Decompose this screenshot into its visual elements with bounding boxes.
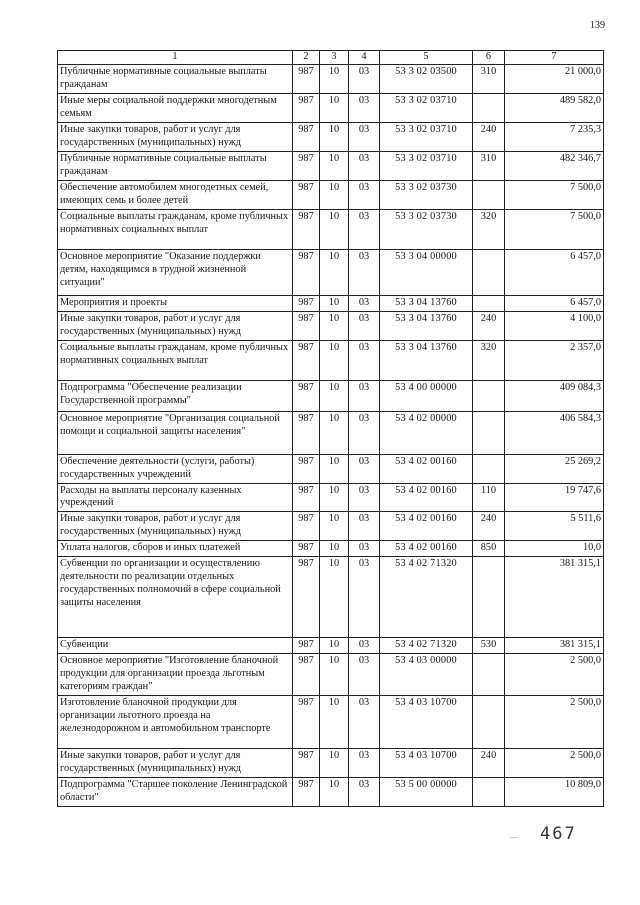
row-subsection: 03 [349, 778, 380, 807]
row-target-code: 53 3 04 13760 [380, 295, 473, 311]
row-amount: 6 457,0 [505, 295, 604, 311]
table-row [58, 295, 604, 311]
row-admin-code: 987 [293, 411, 320, 454]
budget-table [57, 50, 604, 807]
row-admin-code: 987 [293, 122, 320, 151]
row-amount: 381 315,1 [505, 638, 604, 654]
row-expense-type [473, 249, 505, 295]
header-cell: 5 [380, 51, 473, 65]
table-row [58, 311, 604, 340]
row-admin-code: 987 [293, 64, 320, 93]
header-cell: 2 [293, 51, 320, 65]
row-section: 10 [320, 311, 349, 340]
row-section: 10 [320, 749, 349, 778]
row-target-code: 53 4 02 71320 [380, 638, 473, 654]
row-section: 10 [320, 295, 349, 311]
stamp-dash: ― [510, 832, 518, 841]
row-section: 10 [320, 340, 349, 380]
row-section: 10 [320, 249, 349, 295]
row-subsection: 03 [349, 249, 380, 295]
row-subsection: 03 [349, 749, 380, 778]
row-name: Основное мероприятие "Изготовление бланочной продукции для организации проезда льготным категориям граждан" [58, 654, 293, 696]
row-expense-type [473, 454, 505, 483]
row-name: Иные закупки товаров, работ и услуг для государственных (муниципальных) нужд [58, 749, 293, 778]
row-subsection: 03 [349, 340, 380, 380]
row-admin-code: 987 [293, 557, 320, 638]
row-amount: 2 500,0 [505, 749, 604, 778]
row-expense-type: 530 [473, 638, 505, 654]
row-admin-code: 987 [293, 295, 320, 311]
row-amount: 482 346,7 [505, 151, 604, 180]
row-subsection: 03 [349, 311, 380, 340]
row-target-code: 53 5 00 00000 [380, 778, 473, 807]
row-section: 10 [320, 411, 349, 454]
row-subsection: 03 [349, 380, 380, 411]
table-row [58, 696, 604, 749]
row-admin-code: 987 [293, 638, 320, 654]
row-subsection: 03 [349, 209, 380, 249]
row-expense-type [473, 696, 505, 749]
row-admin-code: 987 [293, 180, 320, 209]
table-row [58, 778, 604, 807]
row-subsection: 03 [349, 454, 380, 483]
row-name: Социальные выплаты гражданам, кроме публичных нормативных социальных выплат [58, 340, 293, 380]
row-admin-code: 987 [293, 749, 320, 778]
row-name: Обеспечение деятельности (услуги, работы) государственных учреждений [58, 454, 293, 483]
row-expense-type [473, 411, 505, 454]
row-admin-code: 987 [293, 454, 320, 483]
row-admin-code: 987 [293, 512, 320, 541]
table-row [58, 638, 604, 654]
table-row [58, 454, 604, 483]
row-amount: 381 315,1 [505, 557, 604, 638]
row-name: Расходы на выплаты персоналу казенных учреждений [58, 483, 293, 512]
row-target-code: 53 3 04 00000 [380, 249, 473, 295]
row-expense-type [473, 380, 505, 411]
table-row [58, 483, 604, 512]
row-expense-type: 110 [473, 483, 505, 512]
row-admin-code: 987 [293, 209, 320, 249]
row-target-code: 53 4 02 00000 [380, 411, 473, 454]
row-amount: 7 500,0 [505, 180, 604, 209]
row-target-code: 53 3 02 03710 [380, 151, 473, 180]
row-amount: 7 235,3 [505, 122, 604, 151]
row-section: 10 [320, 638, 349, 654]
row-section: 10 [320, 151, 349, 180]
row-target-code: 53 4 02 00160 [380, 541, 473, 557]
row-admin-code: 987 [293, 151, 320, 180]
row-target-code: 53 4 02 00160 [380, 483, 473, 512]
row-expense-type: 310 [473, 151, 505, 180]
table-row [58, 512, 604, 541]
row-expense-type: 850 [473, 541, 505, 557]
row-section: 10 [320, 380, 349, 411]
row-expense-type: 240 [473, 749, 505, 778]
row-name: Обеспечение автомобилем многодетных семей, имеющих семь и более детей [58, 180, 293, 209]
row-name: Публичные нормативные социальные выплаты гражданам [58, 151, 293, 180]
row-admin-code: 987 [293, 778, 320, 807]
row-subsection: 03 [349, 411, 380, 454]
row-section: 10 [320, 557, 349, 638]
row-amount: 6 457,0 [505, 249, 604, 295]
row-name: Мероприятия и проекты [58, 295, 293, 311]
row-target-code: 53 3 02 03710 [380, 93, 473, 122]
row-target-code: 53 3 02 03730 [380, 209, 473, 249]
table-row [58, 411, 604, 454]
row-expense-type [473, 654, 505, 696]
row-amount: 21 000,0 [505, 64, 604, 93]
table-row [58, 151, 604, 180]
row-expense-type: 310 [473, 64, 505, 93]
row-expense-type: 240 [473, 512, 505, 541]
row-section: 10 [320, 209, 349, 249]
row-subsection: 03 [349, 64, 380, 93]
row-name: Основное мероприятие "Оказание поддержки детям, находящимся в трудной жизненной ситуации" [58, 249, 293, 295]
row-target-code: 53 4 02 00160 [380, 454, 473, 483]
row-expense-type [473, 180, 505, 209]
header-cell: 4 [349, 51, 380, 65]
row-expense-type: 240 [473, 311, 505, 340]
table-row [58, 541, 604, 557]
row-subsection: 03 [349, 151, 380, 180]
row-subsection: 03 [349, 638, 380, 654]
row-section: 10 [320, 696, 349, 749]
row-name: Уплата налогов, сборов и иных платежей [58, 541, 293, 557]
row-name: Субвенции [58, 638, 293, 654]
row-name: Субвенции по организации и осуществлению деятельности по реализации отдельных государственных полномочий в сфере социальной защиты населения [58, 557, 293, 638]
row-amount: 409 084,3 [505, 380, 604, 411]
row-amount: 406 584,3 [505, 411, 604, 454]
table-row [58, 249, 604, 295]
row-target-code: 53 4 03 10700 [380, 696, 473, 749]
page-number: 139 [590, 20, 605, 31]
row-amount: 2 500,0 [505, 696, 604, 749]
row-admin-code: 987 [293, 483, 320, 512]
row-subsection: 03 [349, 557, 380, 638]
row-name: Изготовление бланочной продукции для организации льготного проезда на железнодорожном и автомобильном транспорте [58, 696, 293, 749]
row-admin-code: 987 [293, 311, 320, 340]
row-amount: 2 357,0 [505, 340, 604, 380]
row-admin-code: 987 [293, 380, 320, 411]
row-admin-code: 987 [293, 696, 320, 749]
row-amount: 489 582,0 [505, 93, 604, 122]
table-row [58, 64, 604, 93]
row-section: 10 [320, 778, 349, 807]
table-row [58, 93, 604, 122]
row-section: 10 [320, 654, 349, 696]
row-target-code: 53 3 04 13760 [380, 311, 473, 340]
row-amount: 10,0 [505, 541, 604, 557]
row-section: 10 [320, 180, 349, 209]
row-target-code: 53 3 02 03710 [380, 122, 473, 151]
row-admin-code: 987 [293, 249, 320, 295]
table-row [58, 340, 604, 380]
row-section: 10 [320, 512, 349, 541]
row-section: 10 [320, 122, 349, 151]
row-amount: 25 269,2 [505, 454, 604, 483]
row-expense-type [473, 93, 505, 122]
row-amount: 7 500,0 [505, 209, 604, 249]
table-row [58, 180, 604, 209]
row-name: Иные закупки товаров, работ и услуг для государственных (муниципальных) нужд [58, 512, 293, 541]
row-admin-code: 987 [293, 541, 320, 557]
row-subsection: 03 [349, 541, 380, 557]
row-subsection: 03 [349, 180, 380, 209]
row-target-code: 53 4 00 00000 [380, 380, 473, 411]
table-row [58, 122, 604, 151]
table-row [58, 749, 604, 778]
row-name: Иные закупки товаров, работ и услуг для государственных (муниципальных) нужд [58, 122, 293, 151]
row-target-code: 53 4 03 00000 [380, 654, 473, 696]
row-expense-type [473, 778, 505, 807]
table-row [58, 380, 604, 411]
row-subsection: 03 [349, 295, 380, 311]
header-cell: 1 [58, 51, 293, 65]
row-name: Социальные выплаты гражданам, кроме публичных нормативных социальных выплат [58, 209, 293, 249]
table-row [58, 557, 604, 638]
table-row [58, 654, 604, 696]
row-name: Иные закупки товаров, работ и услуг для государственных (муниципальных) нужд [58, 311, 293, 340]
row-subsection: 03 [349, 122, 380, 151]
row-target-code: 53 4 02 71320 [380, 557, 473, 638]
row-amount: 10 809,0 [505, 778, 604, 807]
row-amount: 2 500,0 [505, 654, 604, 696]
row-name: Подпрограмма "Обеспечение реализации Государственной программы" [58, 380, 293, 411]
row-expense-type: 320 [473, 209, 505, 249]
handwritten-stamp-number: 467 [540, 824, 577, 844]
row-expense-type: 320 [473, 340, 505, 380]
row-target-code: 53 4 02 00160 [380, 512, 473, 541]
row-target-code: 53 4 03 10700 [380, 749, 473, 778]
row-admin-code: 987 [293, 340, 320, 380]
row-name: Подпрограмма "Старшее поколение Ленинградской области" [58, 778, 293, 807]
row-section: 10 [320, 64, 349, 93]
header-cell: 6 [473, 51, 505, 65]
row-subsection: 03 [349, 483, 380, 512]
row-section: 10 [320, 454, 349, 483]
row-target-code: 53 3 04 13760 [380, 340, 473, 380]
row-name: Основное мероприятие "Организация социальной помощи и социальной защиты населения" [58, 411, 293, 454]
row-amount: 5 511,6 [505, 512, 604, 541]
row-admin-code: 987 [293, 93, 320, 122]
row-expense-type: 240 [473, 122, 505, 151]
row-section: 10 [320, 541, 349, 557]
row-subsection: 03 [349, 696, 380, 749]
row-subsection: 03 [349, 512, 380, 541]
row-name: Публичные нормативные социальные выплаты гражданам [58, 64, 293, 93]
row-target-code: 53 3 02 03500 [380, 64, 473, 93]
header-row [58, 51, 604, 65]
row-section: 10 [320, 93, 349, 122]
row-expense-type [473, 557, 505, 638]
row-amount: 4 100,0 [505, 311, 604, 340]
row-expense-type [473, 295, 505, 311]
row-amount: 19 747,6 [505, 483, 604, 512]
row-section: 10 [320, 483, 349, 512]
row-admin-code: 987 [293, 654, 320, 696]
header-cell: 3 [320, 51, 349, 65]
row-name: Иные меры социальной поддержки многодетным семьям [58, 93, 293, 122]
row-subsection: 03 [349, 93, 380, 122]
header-cell: 7 [505, 51, 604, 65]
row-target-code: 53 3 02 03730 [380, 180, 473, 209]
table-row [58, 209, 604, 249]
row-subsection: 03 [349, 654, 380, 696]
